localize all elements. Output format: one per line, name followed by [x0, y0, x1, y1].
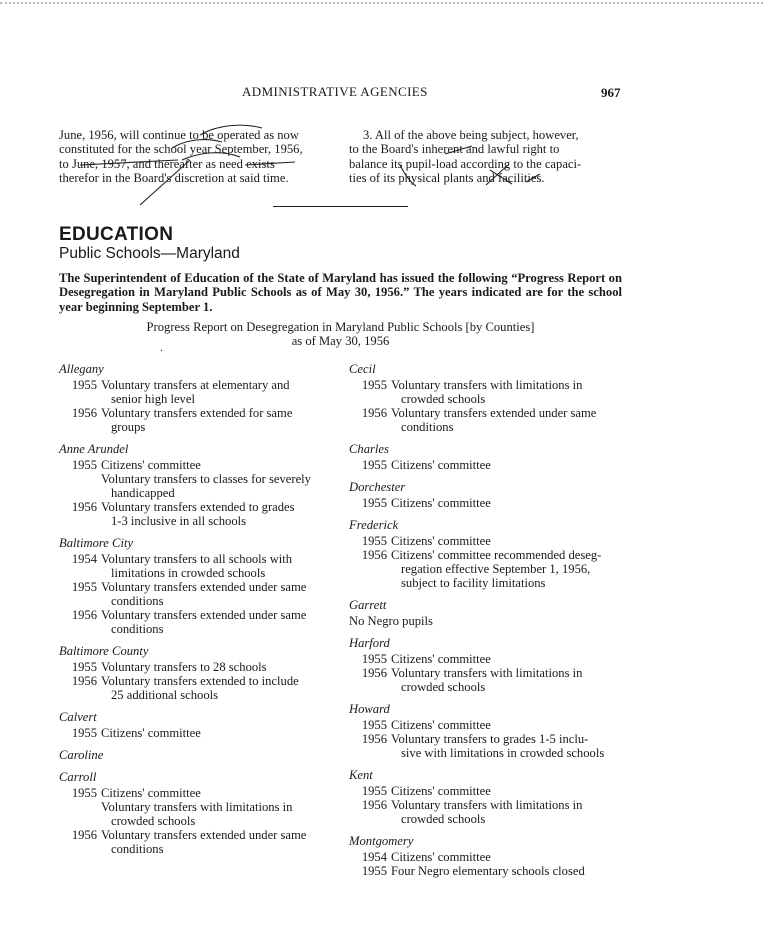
entry-text — [101, 552, 329, 580]
entry-year: 1955 — [361, 378, 387, 392]
county-name: Garrett — [349, 598, 387, 612]
entry-line: sive with limitations in crowded schools — [401, 746, 605, 760]
report-title-line: as of May 30, 1956 — [291, 334, 390, 349]
entry-year: 1955 — [361, 534, 387, 548]
entry-line: Voluntary transfers extended for same — [101, 406, 293, 420]
entry-text — [101, 458, 329, 472]
county-entry — [59, 828, 329, 856]
entry-text — [101, 608, 329, 636]
entry-line: Voluntary transfers to all schools with — [101, 552, 293, 566]
entry-year: 1955 — [361, 718, 387, 732]
county-name: Cecil — [349, 362, 376, 376]
strike-mark — [486, 165, 508, 185]
county-block — [349, 480, 622, 510]
report-title-line: Progress Report on Desegregation in Maryland Public Schools [by Counties] — [146, 320, 535, 334]
right-para-line: to the Board's inherent and lawful right to — [349, 142, 560, 157]
county-block — [59, 536, 329, 636]
county-entry — [349, 798, 622, 826]
entry-line: Citizens' committee — [391, 496, 491, 510]
county-entry — [59, 726, 329, 740]
entry-text — [101, 726, 329, 740]
entry-text — [391, 496, 622, 510]
county-name: Frederick — [349, 518, 399, 532]
entry-year: 1956 — [361, 666, 387, 680]
county-entry — [59, 472, 329, 500]
entry-line: conditions — [111, 842, 164, 856]
entry-line: Citizens' committee — [391, 652, 491, 666]
entry-line: 1-3 inclusive in all schools — [111, 514, 247, 528]
county-name: Caroline — [59, 748, 104, 762]
entry-line: crowded schools — [401, 680, 486, 694]
entry-year: 1955 — [361, 864, 387, 878]
entry-line: conditions — [111, 622, 164, 636]
entry-year: 1956 — [71, 608, 97, 622]
county-block — [59, 710, 329, 740]
entry-year: 1955 — [361, 652, 387, 666]
entry-text — [391, 666, 622, 694]
entry-text — [101, 660, 329, 674]
section-divider — [273, 206, 408, 207]
stray-mark: . — [160, 340, 163, 354]
county-entry — [349, 732, 622, 760]
entry-line: subject to facility limitations — [401, 576, 546, 590]
entry-text — [101, 828, 329, 856]
entry-year — [59, 800, 101, 828]
strike-mark — [200, 125, 262, 135]
county-name: Carroll — [59, 770, 97, 784]
county-name: Dorchester — [349, 480, 406, 494]
entry-year: 1955 — [361, 784, 387, 798]
county-block — [349, 598, 622, 628]
entry-text — [101, 378, 329, 406]
county-entry — [349, 864, 622, 878]
county-name: Charles — [349, 442, 389, 456]
strike-mark — [245, 162, 295, 165]
entry-year: 1956 — [361, 406, 387, 420]
county-entry — [59, 378, 329, 406]
entry-year: 1955 — [71, 378, 97, 392]
entry-text — [391, 850, 622, 864]
county-block — [349, 768, 622, 826]
strike-mark — [140, 160, 190, 205]
county-entry — [59, 786, 329, 800]
county-name: Anne Arundel — [59, 442, 129, 456]
left-para-line: June, 1956, will continue to be operated as now — [59, 128, 299, 142]
entry-line: Citizens' committee recommended deseg- — [391, 548, 602, 562]
entry-line: groups — [111, 420, 146, 434]
entry-line: conditions — [401, 420, 454, 434]
county-entry — [349, 652, 622, 666]
right-para-line: balance its pupil-load according to the capaci- — [349, 156, 582, 171]
entry-text — [101, 406, 329, 434]
county-name: Allegany — [59, 362, 104, 376]
strike-mark — [400, 165, 416, 186]
county-entry — [349, 718, 622, 732]
entry-text — [391, 406, 622, 434]
county-entry — [349, 496, 622, 510]
entry-line: 25 additional schools — [111, 688, 219, 702]
county-block — [349, 442, 622, 472]
county-name: Kent — [349, 768, 373, 782]
entry-year: 1955 — [71, 660, 97, 674]
report-title — [59, 320, 622, 349]
county-block — [59, 644, 329, 702]
entry-year: 1955 — [361, 496, 387, 510]
county-block — [349, 636, 622, 694]
county-name: Harford — [349, 636, 390, 650]
county-entry — [59, 580, 329, 608]
entry-line: handicapped — [111, 486, 175, 500]
entry-line: Voluntary transfers extended to grades — [101, 500, 295, 514]
left-county-column — [59, 362, 329, 864]
handwritten-strike-marks — [0, 0, 763, 230]
county-entry — [349, 406, 622, 434]
county-name: Baltimore City — [59, 536, 134, 550]
county-note: No Negro pupils — [349, 614, 433, 628]
county-entry — [349, 784, 622, 798]
strike-mark — [80, 160, 178, 165]
county-block — [59, 748, 329, 762]
entry-line: Citizens' committee — [391, 534, 491, 548]
entry-text — [391, 652, 622, 666]
county-entry — [349, 378, 622, 406]
entry-text — [101, 786, 329, 800]
entry-text — [391, 534, 622, 548]
entry-text — [101, 800, 329, 828]
entry-year: 1956 — [361, 732, 387, 746]
county-block — [59, 362, 329, 434]
entry-line: Citizens' committee — [391, 458, 491, 472]
entry-year: 1955 — [71, 458, 97, 472]
county-block — [349, 834, 622, 878]
section-subtitle: Public Schools—Maryland — [59, 245, 240, 262]
entry-year: 1955 — [361, 458, 387, 472]
entry-line: Voluntary transfers to grades 1-5 inclu- — [391, 732, 589, 746]
entry-line: Citizens' committee — [101, 458, 201, 472]
entry-text — [391, 732, 622, 760]
entry-text — [101, 472, 329, 500]
entry-line: Voluntary transfers with limitations in — [391, 666, 583, 680]
entry-text — [391, 784, 622, 798]
entry-text — [391, 864, 622, 878]
page-number: 967 — [601, 85, 621, 100]
entry-line: conditions — [111, 594, 164, 608]
entry-year: 1954 — [361, 850, 387, 864]
county-entry — [349, 458, 622, 472]
entry-line: Voluntary transfers with limitations in — [391, 378, 583, 392]
county-block — [349, 518, 622, 590]
entry-text — [101, 580, 329, 608]
entry-line: crowded schools — [401, 392, 486, 406]
county-entry — [349, 534, 622, 548]
county-entry — [59, 500, 329, 528]
entry-text — [391, 718, 622, 732]
county-block — [349, 362, 622, 434]
running-head: ADMINISTRATIVE AGENCIES — [242, 84, 428, 99]
entry-year: 1955 — [71, 786, 97, 800]
entry-line: Voluntary transfers to 28 schools — [101, 660, 267, 674]
entry-line: regation effective September 1, 1956, — [401, 562, 591, 576]
county-entry — [59, 608, 329, 636]
county-name: Calvert — [59, 710, 97, 724]
left-para-line: therefor in the Board's discretion at said time. — [59, 171, 289, 186]
entry-line: Voluntary transfers to classes for severely — [101, 472, 311, 486]
right-para-line: 3. All of the above being subject, however, — [363, 128, 579, 142]
county-name: Baltimore County — [59, 644, 149, 658]
entry-line: Voluntary transfers extended under same — [101, 828, 307, 842]
entry-line: Voluntary transfers extended under same — [101, 608, 307, 622]
entry-line: Citizens' committee — [391, 718, 491, 732]
right-para-line: ties of its physical plants and facilities. — [349, 171, 545, 186]
entry-line: Voluntary transfers with limitations in — [101, 800, 293, 814]
entry-line: senior high level — [111, 392, 195, 406]
left-para-line: constituted for the school year September, 1956, — [59, 142, 303, 157]
entry-line: crowded schools — [401, 812, 486, 826]
entry-line: Voluntary transfers extended under same — [101, 580, 307, 594]
county-block — [349, 702, 622, 760]
county-entry — [59, 552, 329, 580]
entry-line: Citizens' committee — [391, 850, 491, 864]
entry-line: Voluntary transfers at elementary and — [101, 378, 290, 392]
entry-text — [391, 548, 622, 590]
entry-line: Voluntary transfers extended under same — [391, 406, 597, 420]
entry-year: 1956 — [71, 674, 97, 688]
county-entry — [59, 660, 329, 674]
county-entry — [59, 674, 329, 702]
county-entry — [349, 850, 622, 864]
strike-mark — [526, 174, 540, 182]
right-county-column — [349, 362, 622, 886]
intro-paragraph: The Superintendent of Education of the State of Maryland has issued the following “Progress Report on Desegregation in Maryland Public Schools as of May 30, 1956.” The years indicated are for the school year beginning September 1. — [59, 271, 622, 314]
entry-line: Citizens' committee — [391, 784, 491, 798]
county-entry — [349, 548, 622, 590]
entry-line: Voluntary transfers with limitations in — [391, 798, 583, 812]
entry-text — [391, 378, 622, 406]
entry-year: 1955 — [71, 580, 97, 594]
entry-text — [101, 500, 329, 528]
entry-year: 1956 — [71, 406, 97, 420]
county-entry — [59, 800, 329, 828]
entry-line: Citizens' committee — [101, 726, 201, 740]
strike-mark — [172, 140, 222, 148]
entry-text — [391, 458, 622, 472]
entry-line: limitations in crowded schools — [111, 566, 266, 580]
county-block — [59, 770, 329, 856]
county-name: Howard — [349, 702, 390, 716]
entry-line: Voluntary transfers extended to include — [101, 674, 299, 688]
entry-line: Citizens' committee — [101, 786, 201, 800]
entry-text — [391, 798, 622, 826]
entry-year: 1956 — [71, 828, 97, 842]
strike-mark — [445, 146, 472, 154]
entry-line: Four Negro elementary schools closed — [391, 864, 585, 878]
strike-mark — [182, 153, 240, 160]
left-para-line: to June, 1957, and thereafter as need exists — [59, 156, 275, 171]
entry-year: 1956 — [361, 798, 387, 812]
county-block — [59, 442, 329, 528]
county-entry — [59, 406, 329, 434]
county-entry — [349, 666, 622, 694]
entry-year: 1956 — [361, 548, 387, 562]
entry-year: 1956 — [71, 500, 97, 514]
county-name: Montgomery — [349, 834, 414, 848]
entry-line: crowded schools — [111, 814, 196, 828]
section-title: EDUCATION — [59, 224, 174, 245]
entry-year: 1955 — [71, 726, 97, 740]
county-entry — [59, 458, 329, 472]
entry-year: 1954 — [71, 552, 97, 566]
entry-text — [101, 674, 329, 702]
entry-year — [59, 472, 101, 500]
